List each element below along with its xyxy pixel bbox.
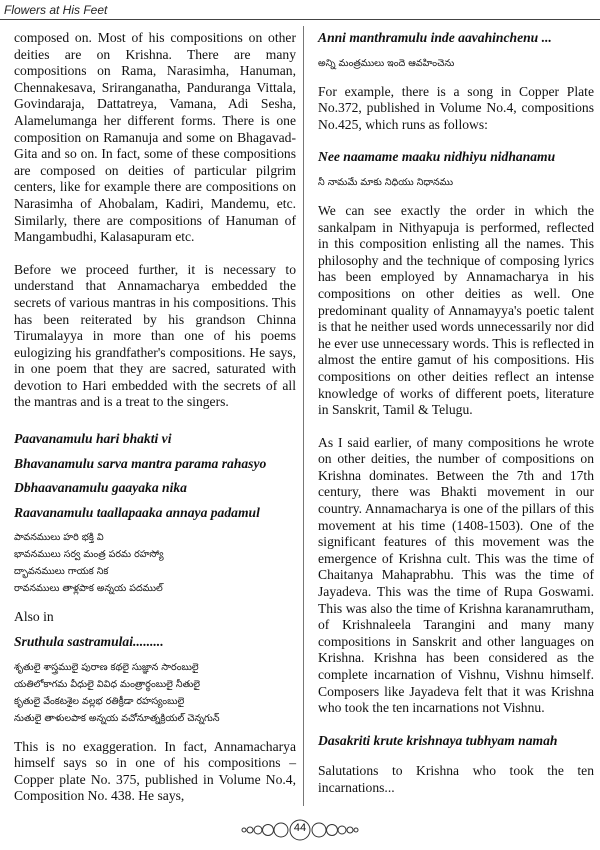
paragraph: For example, there is a song in Copper Plate No.372, published in Volume No.4, compositions No.425, which runs as follows: (318, 83, 594, 132)
verse-line: Nee naamame maaku nidhiyu nidhanamu (318, 149, 556, 165)
paragraph: Before we proceed further, it is necessary to understand that Annamacharya embedded the secrets of various mantras in his compositions. This has been reiterated by his grandson Chinna Tirumalayya in more than one of his poems eulogizing his grandfather's compositions. He says, in one poem that they are sacred, saturated with devotion to Hari embedded with the secrets of all the mantras and is a treat to the singers. (14, 261, 296, 410)
telugu-line: పావనములు హరి భక్తి వి (14, 532, 104, 544)
verse-line: Dasakriti krute krishnaya tubhyam namah (318, 732, 558, 748)
telugu-line: శృతులై శాస్త్రములై పురాణ కథలై సుజ్ఞాన సారంబులై (14, 661, 199, 673)
telugu-line: నుతులై తాళులపాక అన్నయ వచోనూత్నక్రియల్ చెన్నగున్ (14, 712, 220, 724)
verse-line: Dbhaavanamulu gaayaka nika (14, 480, 187, 496)
telugu-line: రావనములు తాళ్లపాక అన్నయ పదముల్ (14, 583, 163, 595)
page-number: 44 (293, 822, 307, 834)
left-column (14, 30, 296, 821)
book-title: Flowers at His Feet (4, 3, 108, 17)
paragraph: We can see exactly the order in which the sankalpam in Nithyapuja is performed, reflected in this composition enlisting all the names. This philosophy and the technique of composing lyrics has been employed by Annamacharya in his compositions on other deities as well. One predominant quality of Annamayya's poetic talent is that he neither used words unnecessarily nor did he ever use unnecessary words. This is reflected in almost the entire gamut of his compositions. His compositions on other deities reflect an intense knowledge of works of different poets, literature in Sanskrit, Tamil & Telugu. (318, 202, 594, 418)
running-header (0, 0, 600, 22)
telugu-line: కృతులై వేంకటశైల వల్లభ రతిక్రీడా రహస్యంబులై (14, 695, 185, 707)
page-footer (0, 815, 600, 845)
verse-line: Raavanamulu taallapaaka annaya padamul (14, 504, 260, 520)
verse-line: Anni manthramulu inde aavahinchenu ... (318, 30, 552, 45)
telugu-line: భావనములు సర్వ మంత్ర పరమ రహస్యో (14, 549, 164, 561)
paragraph: As I said earlier, of many compositions he wrote on other deities, the number of compositions on Krishna dominates. Between the 7th and 17th century, there was Bhakti movement in our country. Annamacharya is one of the pillars of this movement at his time (1408-1503). One of the significant features of this movement was the emergence of Krishna cult. This was the time of Chaitanya Mahaprabhu. This was the time of Jayadeva. This was the time of Rupa Goswami. This was also the time of Krishna karanamrutham, of Krishnaleela Tarangini and many many compositions in Sanskrit and other languages on Krishna. Krishna has been considered as the complete incarnation of Vishnu, Vishnu himself. Composers like Jayadeva felt that it was Krishna who took the ten incarnations not Vishnu. (318, 434, 594, 716)
paragraph: composed on. Most of his compositions on other deities are on Krishna. There are many compositions on Rama, Narasimha, Hanuman, Chennakesava, Sriranganatha, Panduranga Vittala, Govindaraja, Dattatreya, Vamana, Adi Sesha, Alamelumanga her different forms. There is one composition on Ramanuja and some on Bhagavad-Gita and so on. In fact, some of these compositions are composed on deities of particular pilgrim centers, like for example there are compositions on Narasimha of Ahobalam, Kadiri, Mandemu, etc. Similarly, there are compositions of Hanuman of Mangambudhi, Kalasapuram etc. (14, 30, 296, 245)
paragraph: This is no exaggeration. In fact, Annamacharya himself says so in one of his compositions – Copper plate No. 375, published in Volume No.4, Composition No. 438. He says, (14, 738, 296, 804)
column-divider (303, 26, 304, 806)
verse-line: Sruthula sastramulai......... (14, 634, 164, 650)
paragraph: Salutations to Krishna who took the ten incarnations... (318, 763, 594, 795)
right-column (318, 30, 594, 813)
telugu-line: అన్ని మంత్రములు ఇందె ఆవహించెను (318, 57, 455, 69)
telugu-line: ద్భావనములు గాయక నిక (14, 566, 109, 578)
header-rule (0, 19, 600, 20)
telugu-line: యతిలోకాగమ వీధులై వివిధ మంత్రార్థంబులై నీతులై (14, 678, 201, 690)
telugu-line: నీ నామమే మాకు నిధియు నిధానము (318, 176, 453, 188)
paragraph: Also in (14, 609, 54, 625)
verse-line: Paavanamulu hari bhakti vi (14, 431, 172, 447)
verse-line: Bhavanamulu sarva mantra parama rahasyo (14, 455, 267, 471)
